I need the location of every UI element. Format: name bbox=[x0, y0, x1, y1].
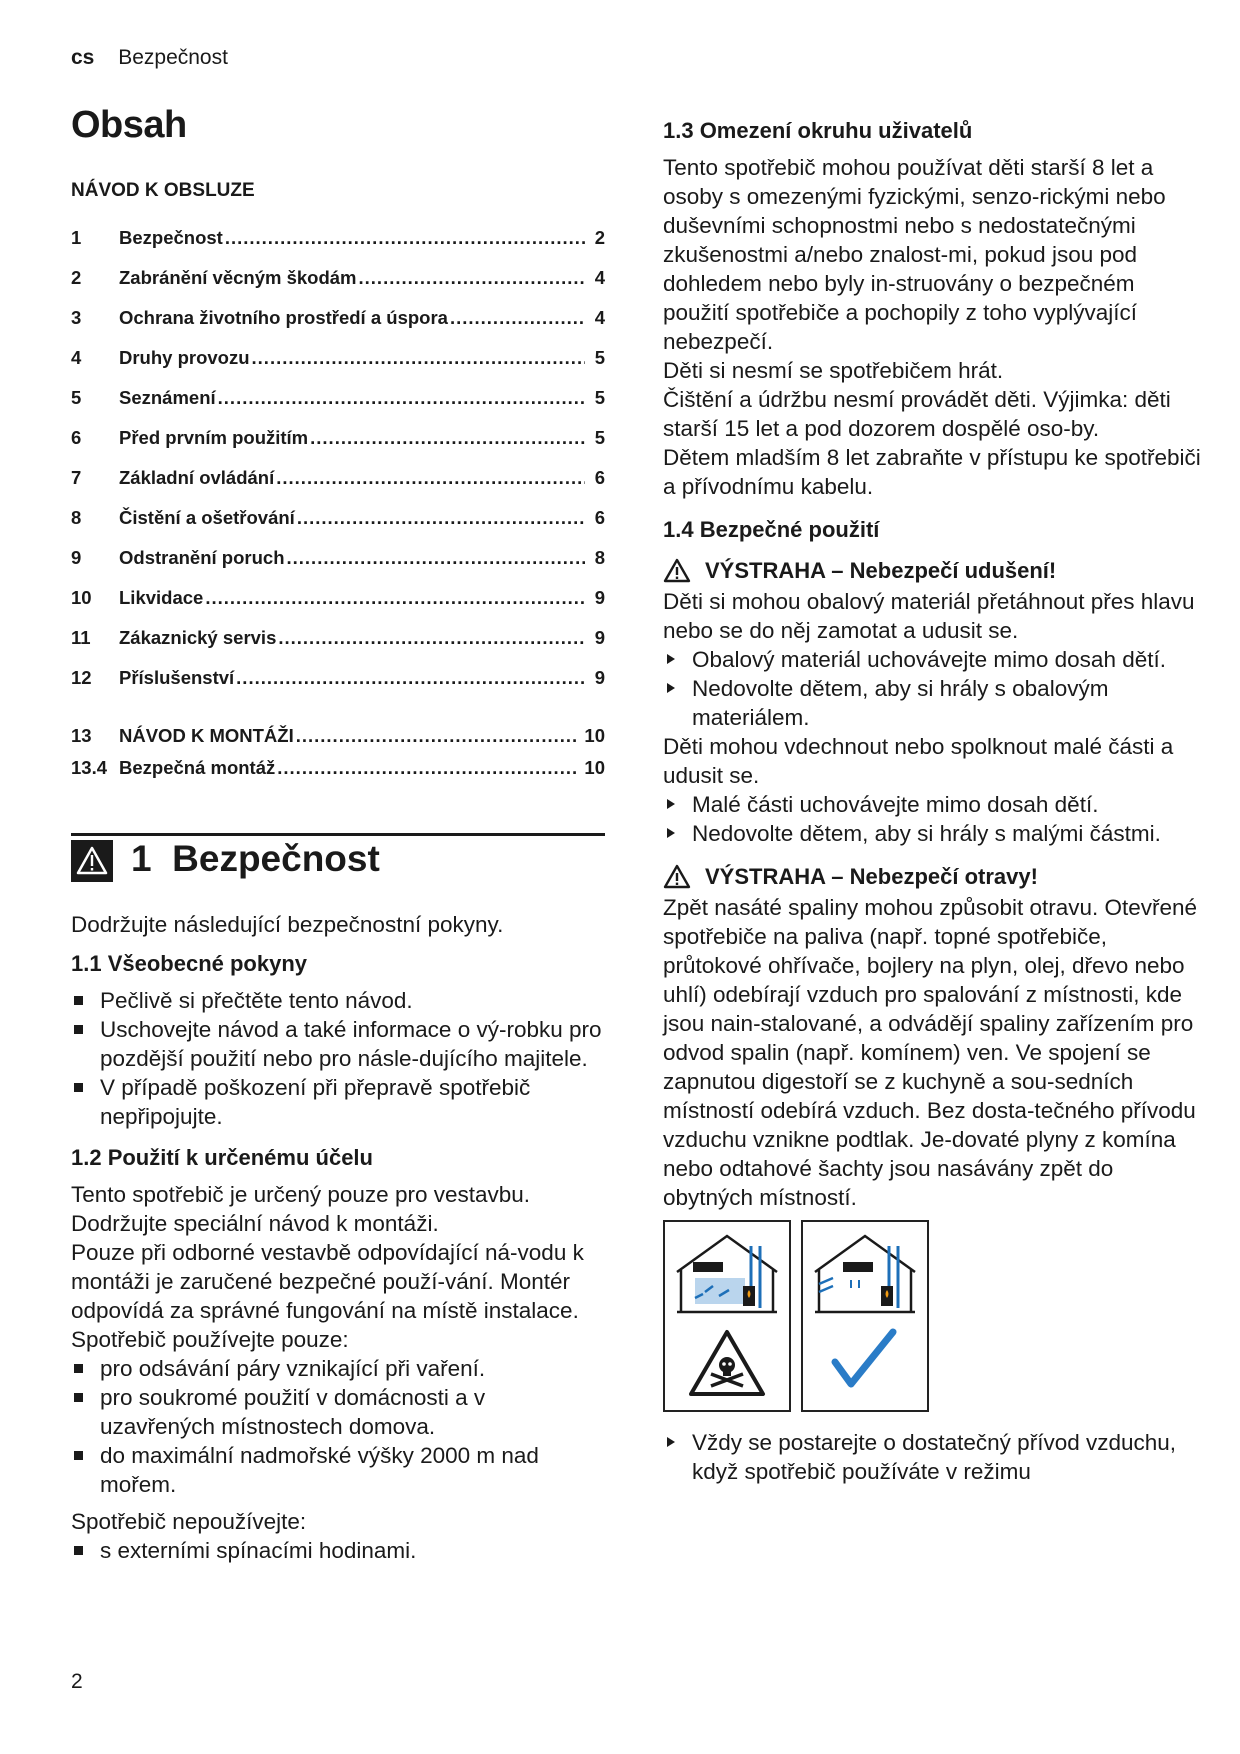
toc-entry-number: 5 bbox=[71, 387, 82, 408]
toc-leader-dots bbox=[205, 578, 585, 618]
action-step: Malé části uchovávejte mimo dosah dětí. bbox=[663, 790, 1203, 819]
paragraph: Dětem mladším 8 let zabraňte v přístupu ke spotřebiči a přívodnímu kabelu. bbox=[663, 445, 1201, 499]
toc-entry-title: Bezpečnost bbox=[119, 227, 223, 248]
toc-leader-dots bbox=[218, 378, 585, 418]
toc-entry-page: 2 bbox=[594, 227, 605, 248]
action-step: Obalový materiál uchovávejte mimo dosah dětí. bbox=[663, 645, 1203, 674]
toc-entry[interactable] bbox=[71, 658, 605, 698]
chapter-heading bbox=[71, 833, 605, 898]
toc-leader-dots bbox=[278, 618, 585, 658]
toc-entry-page: 6 bbox=[594, 467, 605, 488]
panel-unsafe bbox=[663, 1220, 791, 1412]
toc-entry-title: Čistění a ošetřování bbox=[119, 507, 295, 528]
left-column bbox=[71, 104, 605, 1565]
toc-leader-dots bbox=[310, 418, 585, 458]
toc-entry-page: 9 bbox=[594, 587, 605, 608]
paragraph: Tento spotřebič mohou používat děti starší 8 let a osoby s omezenými fyzickými, senzo-rickými nebo duševními schopnostmi nebo s nedostatečnými zkušenostmi a/nebo znalost-mi, pokud jsou pod dohledem nebo byly in-struovány o bezpečném použití spotřebiče a pochopily z toho vyplývající nebezpečí. bbox=[663, 155, 1166, 354]
toc-entry[interactable] bbox=[71, 498, 605, 538]
toc-leader-dots bbox=[297, 498, 585, 538]
header-section: Bezpečnost bbox=[118, 46, 228, 69]
section-1-2-list-2 bbox=[71, 1536, 605, 1565]
house-icon bbox=[815, 1236, 915, 1312]
section-1-1-list bbox=[71, 986, 605, 1131]
panel-safe bbox=[801, 1220, 929, 1412]
toc-entry-page: 6 bbox=[594, 507, 605, 528]
toc-entry-number: 13 bbox=[71, 725, 92, 746]
right-column bbox=[663, 116, 1203, 1486]
hood-icon bbox=[843, 1262, 873, 1272]
action-steps bbox=[663, 645, 1203, 732]
toc-leader-dots bbox=[236, 658, 585, 698]
toc-entry[interactable] bbox=[71, 618, 605, 658]
paragraph: Spotřebič nepoužívejte: bbox=[71, 1509, 307, 1534]
toc-entry-title: Příslušenství bbox=[119, 667, 235, 688]
toc-title: Obsah bbox=[71, 104, 187, 146]
toc-entry-page: 10 bbox=[584, 725, 605, 746]
toc-entry-page: 4 bbox=[594, 267, 605, 288]
section-1-4-heading: 1.4 Bezpečné použití bbox=[663, 517, 880, 542]
toc-leader-dots bbox=[277, 752, 578, 784]
toc-leader-dots bbox=[450, 298, 585, 338]
toc-entry-title: Druhy provozu bbox=[119, 347, 250, 368]
section-1-2-heading: 1.2 Použití k určenému účelu bbox=[71, 1145, 373, 1170]
toc-entry[interactable] bbox=[71, 338, 605, 378]
section-1-2-list bbox=[71, 1354, 605, 1499]
ventilation-illustration bbox=[663, 1220, 1203, 1412]
list-item: Uschovejte návod a také informace o vý-robku pro pozdější použití nebo pro násle-dujícího majitele. bbox=[71, 1015, 605, 1073]
paragraph: Spotřebič používejte pouze: bbox=[71, 1327, 349, 1352]
toc-leader-dots bbox=[225, 218, 585, 258]
toc-entry-number: 9 bbox=[71, 547, 82, 568]
chapter-name: Bezpečnost bbox=[172, 838, 380, 879]
warning-title: VÝSTRAHA – Nebezpečí udušení! bbox=[705, 558, 1057, 583]
toc-entry-number: 7 bbox=[71, 467, 82, 488]
toc-entry-title: NÁVOD K MONTÁŽI bbox=[119, 725, 294, 746]
toc-entry[interactable] bbox=[71, 752, 605, 784]
toc-entry-number: 6 bbox=[71, 427, 82, 448]
warning-title: VÝSTRAHA – Nebezpečí otravy! bbox=[705, 864, 1038, 889]
toc-entry-page: 4 bbox=[594, 307, 605, 328]
toc-entry[interactable] bbox=[71, 298, 605, 338]
section-1-1-heading: 1.1 Všeobecné pokyny bbox=[71, 951, 307, 976]
toc-entry[interactable] bbox=[71, 720, 605, 752]
toc-entry[interactable] bbox=[71, 458, 605, 498]
warning-suffocation bbox=[663, 556, 1203, 585]
toc-entry[interactable] bbox=[71, 378, 605, 418]
paragraph: Děti mohou vdechnout nebo spolknout malé části a udusit se. bbox=[663, 734, 1174, 788]
list-item: pro soukromé použití v domácnosti a v uzavřených místnostech domova. bbox=[71, 1383, 605, 1441]
toc-entry[interactable] bbox=[71, 418, 605, 458]
poison-warning-icon bbox=[691, 1332, 763, 1394]
warning-box-icon bbox=[71, 840, 113, 882]
chapter-title bbox=[131, 838, 380, 880]
toc-entry-title: Likvidace bbox=[119, 587, 204, 608]
toc-entry-number: 1 bbox=[71, 227, 82, 248]
toc-entry-number: 2 bbox=[71, 267, 82, 288]
paragraph: Tento spotřebič je určený pouze pro vestavbu. Dodržujte speciální návod k montáži. bbox=[71, 1182, 531, 1236]
list-item: pro odsávání páry vznikající při vaření. bbox=[71, 1354, 605, 1383]
toc-entry-title: Odstranění poruch bbox=[119, 547, 285, 568]
toc-entry[interactable] bbox=[71, 578, 605, 618]
warning-triangle-icon bbox=[663, 864, 691, 889]
fresh-air-icon bbox=[819, 1278, 833, 1292]
fumes-icon bbox=[695, 1278, 745, 1304]
toc-entry-title: Základní ovládání bbox=[119, 467, 275, 488]
toc-entry-title: Ochrana životního prostředí a úspora bbox=[119, 307, 448, 328]
toc-entry[interactable] bbox=[71, 538, 605, 578]
toc-entry-title: Seznámení bbox=[119, 387, 216, 408]
toc-entry-page: 10 bbox=[584, 757, 605, 778]
paragraph: Zpět nasáté spaliny mohou způsobit otravu. Otevřené spotřebiče na paliva (např. topné spotřebiče, průtokové ohřívače, bojlery na plyn, olej, dřevo nebo uhlí) odebírají vzduch pro spalování z místnosti, kde jsou nain-stalované, a odvádějí spaliny zařízením pro odvod spalin (např. komínem) ven. Ve spojení se zapnutou digestoří se z kuchyně a sou-sedních místností odebírá vzduch. Bez dosta-tečného přívodu vzduchu vznikne podtlak. Je-dovaté plyny z komína nebo odtahové šachty jsou nasávány zpět do obytných místností. bbox=[663, 895, 1198, 1210]
toc-entry-number: 4 bbox=[71, 347, 82, 368]
action-steps bbox=[663, 1428, 1203, 1486]
toc-leader-dots bbox=[359, 258, 585, 298]
language-code: cs bbox=[71, 46, 95, 69]
toc-entry-page: 5 bbox=[594, 427, 605, 448]
chapter-intro: Dodržujte následující bezpečnostní pokyny. bbox=[71, 912, 504, 937]
hood-icon bbox=[693, 1262, 723, 1272]
list-item: s externími spínacími hodinami. bbox=[71, 1536, 605, 1565]
toc-entry-number: 8 bbox=[71, 507, 82, 528]
paragraph: Pouze při odborné vestavbě odpovídající ná-vodu k montáži je zaručené bezpečné použí-vání. Montér odpovídá za správné fungování na místě instalace. bbox=[71, 1240, 584, 1323]
toc-heading: NÁVOD K OBSLUZE bbox=[71, 180, 255, 201]
action-step: Nedovolte dětem, aby si hrály s malými částmi. bbox=[663, 819, 1203, 848]
paragraph: Děti si mohou obalový materiál přetáhnout přes hlavu nebo se do něj zamotat a udusit se. bbox=[663, 589, 1195, 643]
toc-entry-page: 5 bbox=[594, 387, 605, 408]
toc-entry-page: 5 bbox=[594, 347, 605, 368]
toc-entry-title: Zabránění věcným škodám bbox=[119, 267, 357, 288]
list-item: do maximální nadmořské výšky 2000 m nad mořem. bbox=[71, 1441, 605, 1499]
warning-triangle-icon bbox=[663, 558, 691, 583]
action-steps bbox=[663, 790, 1203, 848]
toc-entry[interactable] bbox=[71, 218, 605, 258]
toc-entry-number: 13.4 bbox=[71, 757, 108, 778]
toc-entry-number: 10 bbox=[71, 587, 92, 608]
page-header bbox=[71, 46, 228, 70]
action-step: Vždy se postarejte o dostatečný přívod vzduchu, když spotřebič používáte v režimu bbox=[663, 1428, 1203, 1486]
section-1-3-heading: 1.3 Omezení okruhu uživatelů bbox=[663, 118, 973, 143]
toc-leader-dots bbox=[252, 338, 585, 378]
toc-entry-page: 9 bbox=[594, 667, 605, 688]
toc-leader-dots bbox=[276, 458, 585, 498]
list-item: Pečlivě si přečtěte tento návod. bbox=[71, 986, 605, 1015]
toc-leader-dots bbox=[287, 538, 586, 578]
toc-entry-page: 8 bbox=[594, 547, 605, 568]
toc-entry[interactable] bbox=[71, 258, 605, 298]
paragraph: Čištění a údržbu nesmí provádět děti. Výjimka: děti starší 15 let a pod dozorem dospělé oso-by. bbox=[663, 387, 1171, 441]
toc-leader-dots bbox=[296, 720, 579, 752]
toc-entry-title: Zákaznický servis bbox=[119, 627, 277, 648]
checkmark-icon bbox=[835, 1332, 893, 1384]
table-of-contents bbox=[71, 218, 605, 784]
action-step: Nedovolte dětem, aby si hrály s obalovým materiálem. bbox=[663, 674, 1203, 732]
chapter-number: 1 bbox=[131, 838, 152, 879]
page-number: 2 bbox=[71, 1670, 83, 1693]
toc-entry-number: 11 bbox=[71, 627, 91, 648]
paragraph: Děti si nesmí se spotřebičem hrát. bbox=[663, 358, 1004, 383]
list-item: V případě poškození při přepravě spotřebič nepřipojujte. bbox=[71, 1073, 605, 1131]
toc-entry-page: 9 bbox=[594, 627, 605, 648]
toc-entry-title: Před prvním použitím bbox=[119, 427, 309, 448]
toc-entry-title: Bezpečná montáž bbox=[119, 757, 276, 778]
toc-entry-number: 12 bbox=[71, 667, 92, 688]
toc-entry-number: 3 bbox=[71, 307, 82, 328]
warning-poisoning bbox=[663, 862, 1203, 891]
